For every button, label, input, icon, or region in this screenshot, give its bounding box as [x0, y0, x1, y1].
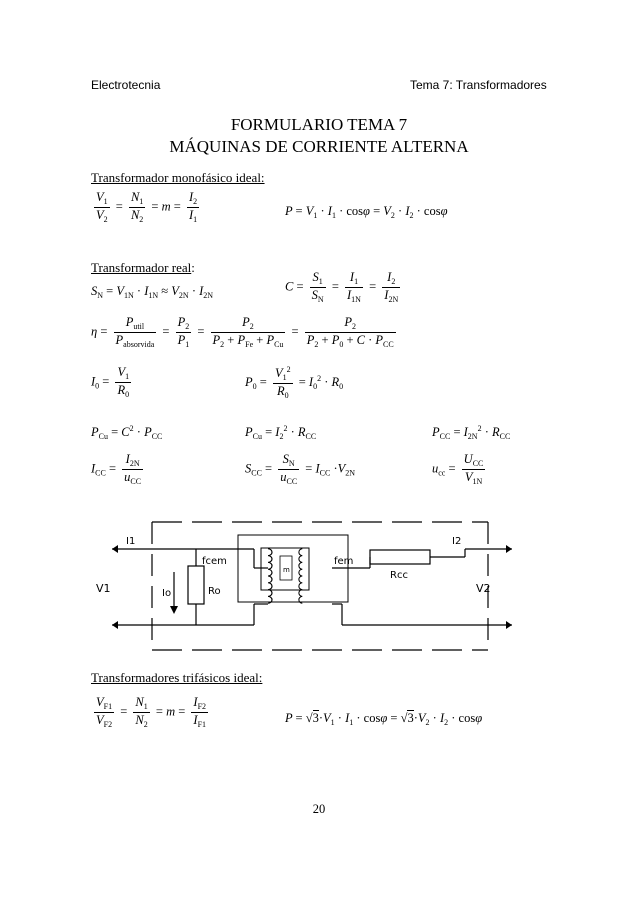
- equation-short-circuit-current: $I_{CC}$ = $\frac{I_{2N}}{u_{CC}}$: [91, 452, 142, 486]
- page-title: FORMULARIO TEMA 7: [230, 115, 408, 134]
- label-io: Io: [162, 588, 172, 599]
- header-right: Tema 7: Transformadores: [410, 78, 547, 92]
- equation-copper-loss-current: $P_{Cu} = I_2^2 \cdot R_{CC}$: [245, 424, 317, 441]
- equivalent-circuit-diagram: [90, 520, 560, 660]
- equation-short-circuit-voltage: $u_{cc}$ = $\frac{U_{CC}}{V_{1N}}$: [432, 452, 484, 486]
- equation-ideal-ratio: $\frac{V_1}{V_2}$ = $\frac{N_1}{N_2}$ = m = $\frac{I_2}{I_1}$: [96, 190, 198, 224]
- equation-no-load-current: $I_0$ = $\frac{V_1}{R_0}$: [91, 365, 130, 399]
- label-ro: Ro: [208, 586, 221, 597]
- page-subtitle: MÁQUINAS DE CORRIENTE ALTERNA: [169, 137, 469, 156]
- equation-threephase-ratio: $\frac{V_{F1}}{V_{F2}}$ = $\frac{N_1}{N_2}$ = m = $\frac{I_{F2}}{I_{F1}}$: [96, 695, 207, 729]
- section-real-colon: :: [191, 260, 195, 275]
- label-v1: V1: [96, 582, 111, 595]
- equation-short-circuit-power: $P_{CC} = I_{2N}^2 \cdot R_{CC}$: [432, 424, 511, 441]
- equation-efficiency: η = $\frac{P_{util}}{P_{absorvida}}$ = $\frac{P_2}{P_1}$ = $\frac{P_2}{P_2 + P_{Fe} + P_{Cu}}$ = $\frac{P_2}{P_2 + P_0 + C \cdot P_{CC}}$: [91, 315, 394, 349]
- label-fcem: fcem: [202, 556, 227, 567]
- label-v2: V2: [476, 582, 491, 595]
- label-rcc: Rcc: [390, 570, 408, 581]
- section-real-label: Transformador real: [91, 260, 192, 275]
- label-fem: fem: [334, 556, 354, 567]
- equation-load-index: C = $\frac{S_1}{S_N}$ = $\frac{I_1}{I_{1N}}$ = $\frac{I_2}{I_{2N}}$: [285, 270, 399, 304]
- section-ideal-threephase: Transformadores trifásicos ideal:: [91, 670, 263, 685]
- label-i1: I1: [126, 536, 136, 547]
- equation-rated-power: $S_N = V_{1N} \cdot I_{1N} \approx V_{2N} \cdot I_{2N}$: [91, 284, 214, 300]
- section-real: [91, 260, 195, 276]
- section-ideal-monophasic: Transformador monofásico ideal:: [91, 170, 265, 185]
- equation-short-circuit-apparent: $S_{CC}$ = $\frac{S_N}{u_{CC}}$ = $I_{CC} \cdot V_{2N}$: [245, 452, 356, 486]
- equation-copper-loss: $P_{Cu} = C^2 \cdot P_{CC}$: [91, 424, 163, 441]
- page-number: 20: [312, 802, 326, 816]
- label-m: m: [283, 566, 290, 574]
- equation-no-load-power: $P_0$ = $\frac{V_1^2}{R_0}$ = $I_0^2 \cdot R_0$: [245, 365, 344, 400]
- header-left: Electrotecnia: [91, 78, 161, 92]
- label-i2: I2: [452, 536, 462, 547]
- equation-ideal-power: $P = V_1 \cdot I_1 \cdot \cos\varphi = V_2 \cdot I_2 \cdot \cos\varphi$: [285, 204, 448, 220]
- equation-threephase-power: $P = √3\cdot V_1 \cdot I_1 \cdot \cos\varphi = √3\cdot V_2 \cdot I_2 \cdot \cos\varphi$: [285, 711, 483, 727]
